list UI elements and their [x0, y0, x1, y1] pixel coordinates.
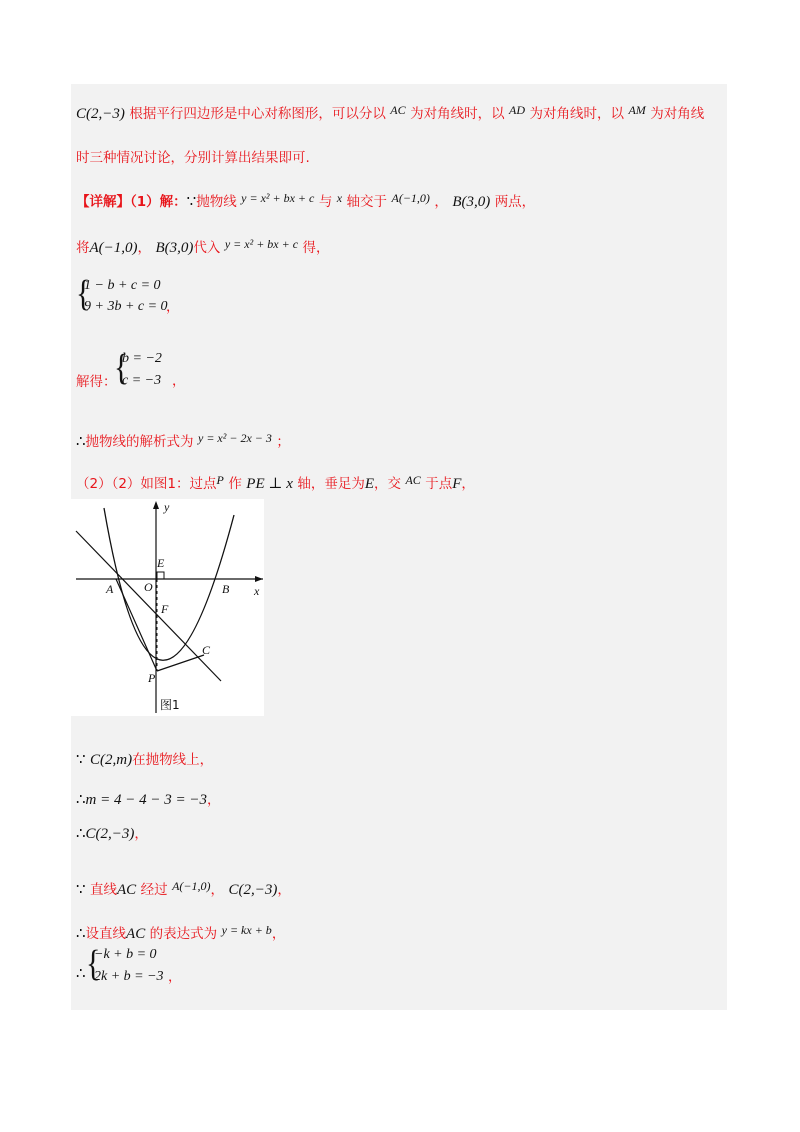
- text: 得，: [302, 240, 330, 256]
- therefore-line: [76, 964, 86, 984]
- text-line-9: [76, 750, 213, 770]
- math-eq: y = x² − 2x − 3: [198, 431, 272, 445]
- right-angle-marker: [157, 572, 164, 579]
- text: 作: [228, 476, 242, 492]
- math-ac: AC: [390, 103, 406, 117]
- text-line-7: [76, 428, 290, 452]
- text: 轴，垂足为: [297, 476, 365, 492]
- equation-row: 1 − b + c = 0: [84, 278, 161, 293]
- brace: {: [114, 347, 129, 389]
- equation-row: b = −2: [122, 351, 162, 366]
- math-am: AM: [628, 103, 646, 117]
- label-f: F: [161, 602, 169, 616]
- text: ，: [207, 792, 221, 808]
- line-ac: [76, 531, 221, 681]
- line-pc: [157, 655, 204, 671]
- math-eq: y = x² + bx + c: [241, 191, 315, 205]
- label-x: x: [254, 584, 260, 598]
- therefore-symbol: ∴: [76, 966, 86, 982]
- text: 与: [318, 194, 333, 210]
- text: 抛物线的解析式为: [85, 434, 194, 450]
- x-axis-arrow: [255, 576, 263, 582]
- brace: {: [86, 943, 101, 985]
- point-c: C(2,−3): [76, 106, 125, 122]
- parabola-curve: [104, 508, 234, 660]
- text: ，: [134, 826, 148, 842]
- point-a: A(−1,0): [172, 879, 211, 893]
- point-b: B(3,0): [452, 194, 491, 210]
- therefore-symbol: ∴: [76, 434, 86, 450]
- math-x: x: [336, 191, 343, 205]
- point-b: B(3,0): [155, 240, 194, 256]
- text-line-4: [76, 234, 330, 258]
- text: 根据平行四边形是中心对称图形，可以分以: [129, 106, 386, 122]
- because-symbol: ∵: [186, 194, 197, 210]
- text: 轴交于: [346, 194, 388, 210]
- math-ac: AC: [405, 473, 421, 487]
- text: ，: [210, 882, 224, 898]
- because-symbol: ∵: [76, 882, 86, 898]
- label-p: P: [148, 671, 156, 685]
- text: ，: [271, 926, 286, 942]
- label-o: O: [144, 580, 153, 594]
- text: （2）（2）如图1：过点: [76, 476, 217, 492]
- text: ，: [166, 299, 180, 315]
- text: 为对角线: [650, 106, 705, 122]
- text: 的表达式为: [149, 926, 218, 942]
- y-axis-arrow: [153, 501, 159, 509]
- label-e: E: [157, 556, 165, 570]
- text-line-1: [76, 100, 704, 124]
- therefore-symbol: ∴: [76, 826, 86, 842]
- brace: {: [76, 273, 91, 315]
- figure-1: [71, 499, 264, 716]
- text: 设直线: [85, 926, 127, 942]
- parabola-diagram: [71, 499, 264, 716]
- text-line-10: [76, 790, 221, 810]
- figure-caption: 图1: [160, 698, 180, 712]
- text: ；: [276, 434, 290, 450]
- equation-row: −k + b = 0: [94, 947, 157, 962]
- point-c: C(2,−3): [228, 882, 278, 898]
- math-ad: AD: [509, 103, 526, 117]
- text: ，交: [374, 476, 401, 492]
- text-line-6: [76, 372, 117, 392]
- equation-row: 9 + 3b + c = 0: [84, 299, 168, 314]
- label-a: A: [106, 582, 114, 596]
- text: ，: [137, 240, 152, 256]
- text-line-12: [76, 876, 291, 900]
- math-f: F: [452, 476, 462, 492]
- text: 解得：: [76, 374, 117, 390]
- text-line-13: [76, 920, 285, 944]
- text: ，: [172, 373, 186, 389]
- text: 两点，: [494, 194, 536, 210]
- therefore-symbol: ∴: [76, 792, 86, 808]
- label-c: C: [202, 643, 211, 657]
- text: ，: [461, 476, 475, 492]
- text: 在抛物线上，: [132, 752, 214, 768]
- math-eq: PE ⊥ x: [246, 476, 293, 492]
- text-line-8: [76, 470, 475, 494]
- text: 抛物线: [196, 194, 237, 210]
- point-c: C(2,m): [90, 752, 133, 768]
- text: 代入: [193, 240, 221, 256]
- point-a: A(−1,0): [89, 240, 138, 256]
- text-line-11: [76, 824, 148, 844]
- text: 为对角线时，以: [529, 106, 624, 122]
- equation-row: c = −3: [122, 373, 162, 388]
- text: 直线: [90, 882, 117, 898]
- text: ，: [277, 882, 291, 898]
- text: ，: [434, 194, 448, 210]
- math-eq: y = kx + b: [221, 923, 272, 937]
- text: 时三种情况讨论，分别计算出结果即可.: [76, 150, 310, 166]
- point-a: A(−1,0): [391, 191, 430, 205]
- math-ac: AC: [117, 882, 137, 898]
- detail-tag: 【详解】（1）解：: [76, 194, 187, 210]
- math-p: P: [216, 473, 224, 487]
- text: 为对角线时，以: [410, 106, 505, 122]
- text: 于点: [425, 476, 453, 492]
- text: ，: [168, 969, 182, 985]
- math-eq: y = x² + bx + c: [224, 237, 299, 251]
- equation-row: 2k + b = −3: [94, 969, 164, 984]
- math-ac: AC: [126, 926, 146, 942]
- math-e: E: [364, 476, 374, 492]
- text: 将: [76, 240, 90, 256]
- therefore-symbol: ∴: [76, 926, 86, 942]
- text-line-2: [76, 148, 310, 168]
- point-c: C(2,−3): [85, 826, 135, 842]
- text: 经过: [140, 882, 168, 898]
- label-b: B: [222, 582, 230, 596]
- label-y: y: [164, 500, 170, 514]
- text-line-3: [76, 188, 535, 212]
- because-symbol: ∵: [76, 752, 86, 768]
- math-eq: m = 4 − 4 − 3 = −3: [85, 792, 207, 808]
